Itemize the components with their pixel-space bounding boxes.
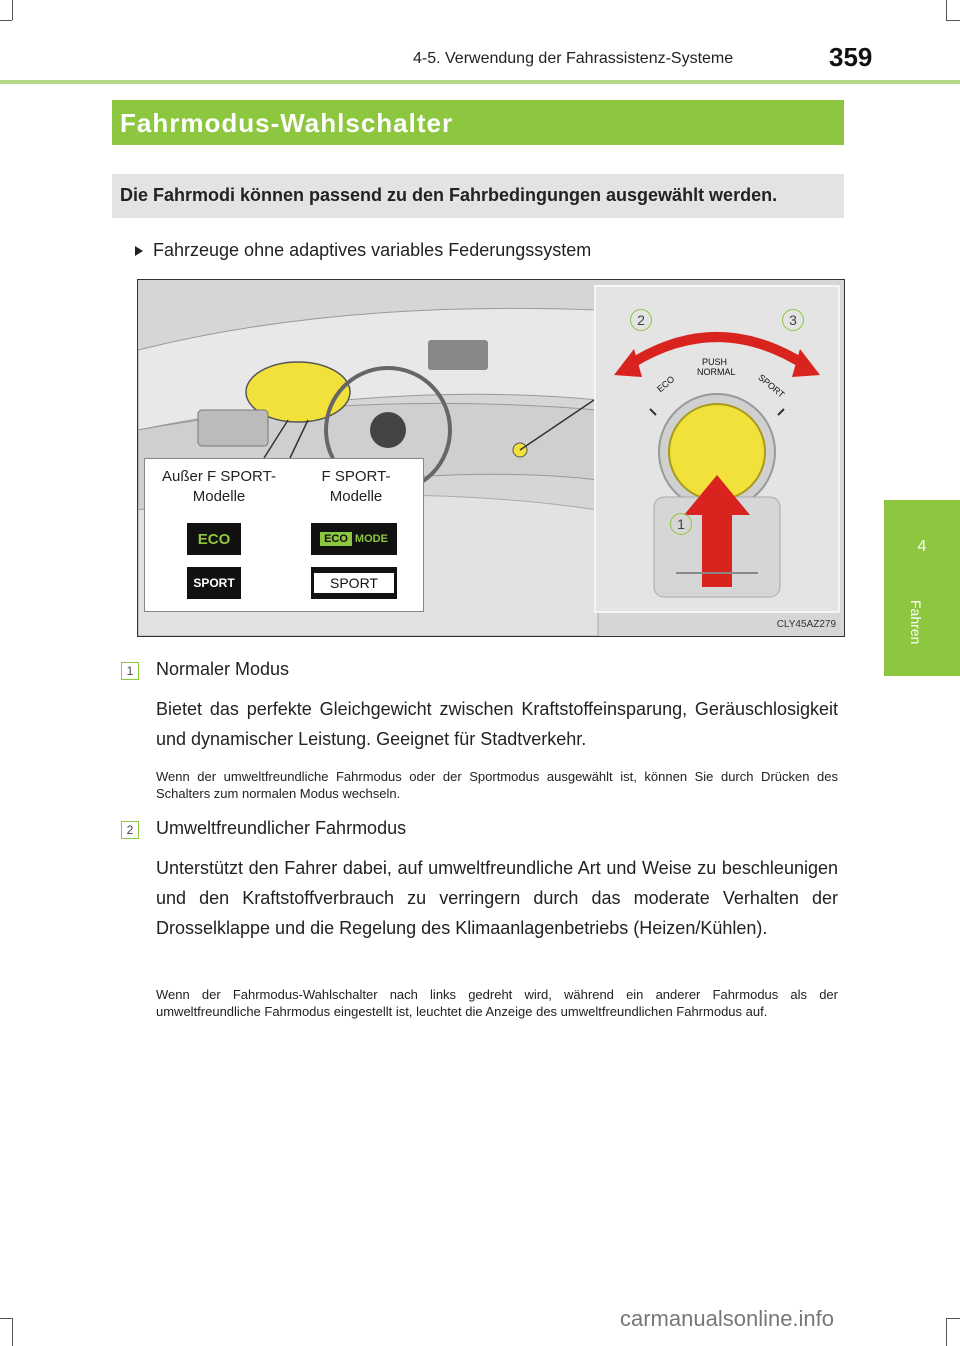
knob-label-push: PUSH bbox=[702, 357, 728, 367]
eco-indicator: ECO bbox=[187, 523, 241, 555]
drive-mode-knob-inset bbox=[594, 285, 840, 613]
section-title: Fahrmodus-Wahlschalter bbox=[120, 108, 454, 138]
page-number: 359 bbox=[829, 42, 873, 72]
indicator-legend-inset bbox=[144, 458, 424, 612]
item-1-body: Bietet das perfekte Gleichgewicht zwischen Kraftstoffeinsparung, Geräuschlosigkeit und dynamischer Leistung. Geeignet für Stadtverkehr. bbox=[156, 699, 838, 749]
knob-label-eco: ECO bbox=[655, 373, 677, 395]
intro-text: Die Fahrmodi können passend zu den Fahrbedingungen ausgewählt werden. bbox=[120, 185, 778, 205]
knob-label-sport: SPORT bbox=[756, 372, 787, 400]
crop-mark bbox=[12, 0, 13, 20]
drive-mode-knob-drawing bbox=[596, 287, 838, 611]
knob-label-normal: NORMAL bbox=[697, 367, 736, 377]
item-1-number: 1 bbox=[121, 662, 139, 680]
variant-heading bbox=[135, 240, 591, 261]
figure-code: CLY45AZ279 bbox=[776, 619, 836, 630]
callout-1: 1 bbox=[670, 513, 692, 535]
illustration-figure bbox=[137, 279, 845, 637]
chapter-side-tab bbox=[884, 500, 960, 676]
crop-mark bbox=[946, 1318, 947, 1346]
section-title-bar bbox=[112, 100, 844, 145]
sport-f-sport-label: SPORT bbox=[314, 573, 394, 593]
sport-f-sport-indicator bbox=[311, 567, 397, 599]
header-rule bbox=[0, 80, 960, 84]
chapter-header: 4-5. Verwendung der Fahrassistenz-Systeme bbox=[413, 50, 734, 67]
eco-mode-mode-label: MODE bbox=[354, 533, 388, 545]
item-2-body: Unterstützt den Fahrer dabei, auf umweltfreundliche Art und Weise zu beschleunigen und den Kraftstoffverbrauch zu verringern durch das moderate Verhalten der Drosselklappe und die Regelung des Klimaanlagenbetriebs (Heizen/Kühlen). bbox=[156, 858, 838, 938]
column-title-f-sport: F SPORT- Modelle bbox=[321, 468, 391, 505]
side-tab-label: Fahren bbox=[908, 600, 924, 645]
variant-text: Fahrzeuge ohne adaptives variables Federungssystem bbox=[153, 240, 592, 260]
eco-mode-eco-label: ECO bbox=[320, 532, 352, 546]
crop-mark bbox=[946, 0, 947, 20]
crop-mark bbox=[946, 20, 960, 21]
item-1-title: Normaler Modus bbox=[156, 659, 290, 679]
intro-box bbox=[112, 174, 844, 218]
callout-3: 3 bbox=[782, 309, 804, 331]
watermark: carmanualsonline.info bbox=[620, 1306, 835, 1331]
eco-mode-indicator bbox=[311, 523, 397, 555]
item-2-title: Umweltfreundlicher Fahrmodus bbox=[156, 818, 407, 838]
item-1-note: Wenn der umweltfreundliche Fahrmodus oder der Sportmodus ausgewählt ist, können Sie durch Drücken des Schalters zum normalen Modus wechseln. bbox=[156, 769, 838, 801]
crop-mark bbox=[946, 1318, 960, 1319]
crop-mark bbox=[0, 20, 12, 21]
callout-2: 2 bbox=[630, 309, 652, 331]
item-2-number: 2 bbox=[121, 821, 139, 839]
column-title-standard: Außer F SPORT- Modelle bbox=[162, 468, 276, 505]
triangle-bullet-icon bbox=[135, 246, 143, 256]
crop-mark bbox=[12, 1318, 13, 1346]
side-tab-number: 4 bbox=[917, 538, 927, 555]
item-2-note: Wenn der Fahrmodus-Wahlschalter nach links gedreht wird, während ein anderer Fahrmodus als der umweltfreundliche Fahrmodus eingestellt ist, leuchtet die Anzeige des umweltfreundlichen Fahrmodus auf. bbox=[156, 987, 838, 1019]
crop-mark bbox=[0, 1318, 12, 1319]
sport-indicator: SPORT bbox=[187, 567, 241, 599]
